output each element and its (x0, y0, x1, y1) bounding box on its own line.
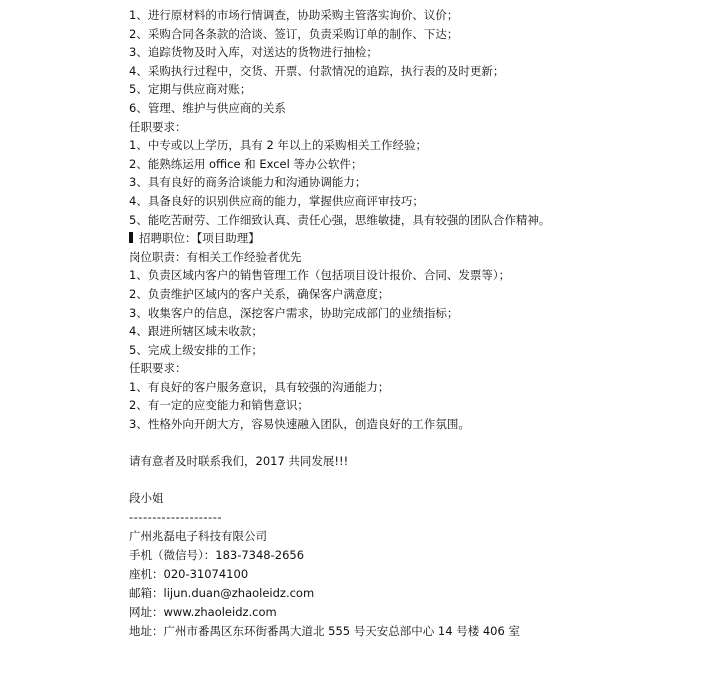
contact-block (129, 489, 689, 641)
list-item: 2、能熟练运用 office 和 Excel 等办公软件； (129, 156, 363, 171)
list-item: 3、具有良好的商务洽谈能力和沟通协调能力； (129, 175, 367, 190)
closing-statement: 请有意者及时联系我们，2017 共同发展!!! (129, 454, 349, 469)
list-item: 5、定期与供应商对账； (129, 82, 252, 97)
list-item: 4、具备良好的识别供应商的能力，掌握供应商评审技巧； (129, 193, 424, 208)
list-item: 3、性格外向开朗大方，容易快速融入团队，创造良好的工作氛围。 (129, 417, 470, 432)
list-item: 1、中专或以上学历，具有 2 年以上的采购相关工作经验； (129, 138, 427, 153)
list-item: 5、完成上级安排的工作； (129, 342, 263, 357)
assistant-duties-list (129, 266, 689, 359)
assistant-requirements-list (129, 378, 689, 434)
list-item: 5、能吃苦耐劳、工作细致认真、责任心强，思维敏捷，具有较强的团队合作精神。 (129, 212, 551, 227)
list-item: 2、负责维护区域内的客户关系，确保客户满意度； (129, 286, 390, 301)
list-item: 6、管理、维护与供应商的关系 (129, 100, 286, 115)
spacer (129, 471, 689, 490)
purchasing-duties-list (129, 6, 689, 118)
email-address: 邮箱：lijun.duan@zhaoleidz.com (129, 586, 315, 601)
assistant-requirements-title: 任职要求： (129, 361, 187, 376)
list-item: 4、采购执行过程中，交货、开票、付款情况的追踪，执行表的及时更新； (129, 63, 505, 78)
purchasing-requirements-list (129, 136, 689, 229)
list-item: 4、跟进所辖区域未收款； (129, 324, 263, 339)
list-item: 2、有一定的应变能力和销售意识； (129, 398, 309, 413)
list-item: 2、采购合同各条款的洽谈、签订，负责采购订单的制作、下达； (129, 26, 459, 41)
assistant-section-heading: 招聘职位：【项目助理】 (129, 229, 689, 248)
list-item: 3、追踪货物及时入库，对送达的货物进行抽检； (129, 45, 378, 60)
list-item: 1、负责区域内客户的销售管理工作（包括项目设计报价、合同、发票等）； (129, 268, 511, 283)
purchasing-requirements-title: 任职要求： (129, 119, 187, 134)
mobile-number: 手机（微信号）：183-7348-2656 (129, 548, 305, 563)
list-item: 1、进行原材料的市场行情调查，协助采购主管落实询价、议价； (129, 8, 459, 22)
contact-name: 段小姐 (129, 491, 164, 506)
list-item: 1、有良好的客户服务意识，具有较强的沟通能力； (129, 379, 390, 394)
assistant-duty-title: 岗位职责：有相关工作经验者优先 (129, 249, 302, 264)
list-item: 3、收集客户的信息，深挖客户需求，协助完成部门的业绩指标； (129, 305, 459, 320)
website-address: 网址：www.zhaoleidz.com (129, 605, 277, 620)
divider: -------------------- (129, 510, 222, 525)
job-posting-document (129, 6, 689, 641)
company-name: 广州兆磊电子科技有限公司 (129, 529, 267, 544)
spacer (129, 434, 689, 453)
postal-address: 地址：广州市番禺区东环街番禺大道北 555 号天安总部中心 14 号楼 406 室 (129, 624, 520, 639)
phone-number: 座机：020-31074100 (129, 567, 249, 582)
